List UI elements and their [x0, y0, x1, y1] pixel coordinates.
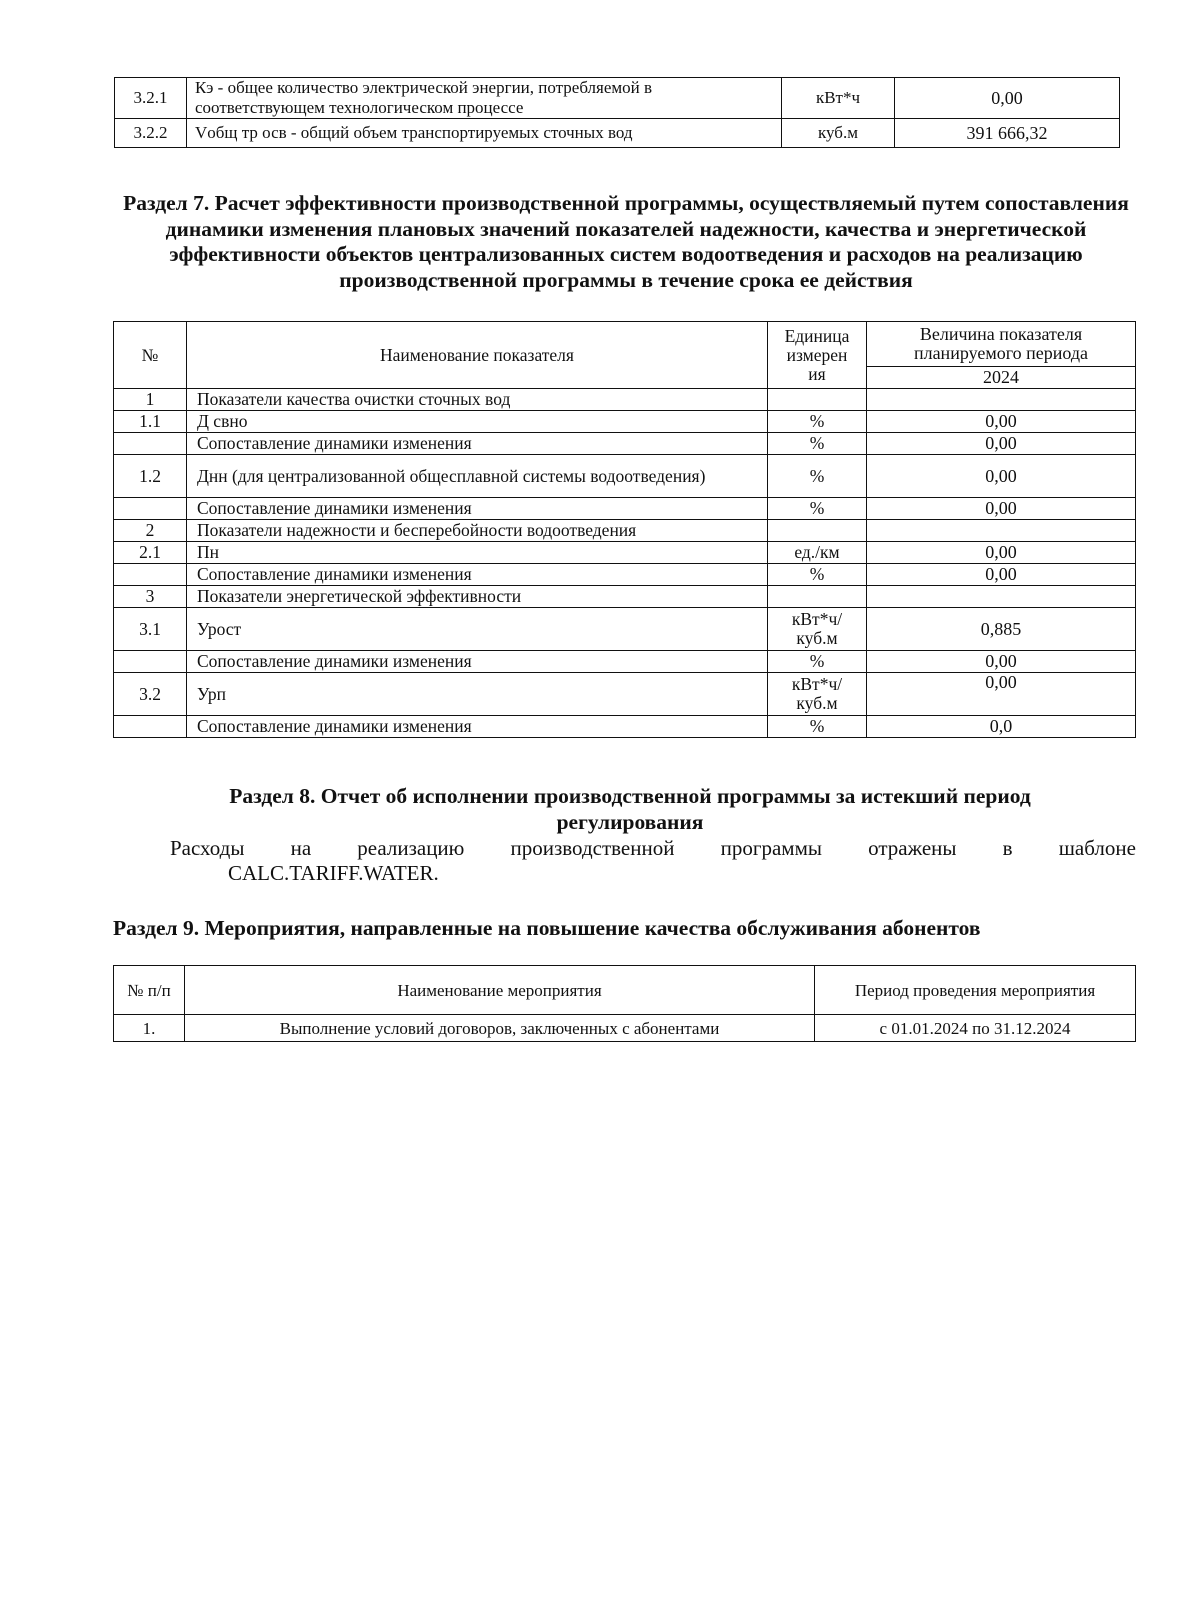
indicator-name: Сопоставление динамики изменения — [187, 433, 768, 455]
header-name: Наименование мероприятия — [185, 966, 815, 1015]
table-row — [114, 520, 1136, 542]
header-value: Величина показателя планируемого периода — [867, 322, 1136, 367]
value — [867, 520, 1136, 542]
unit: % — [768, 455, 867, 498]
table-row — [115, 78, 1120, 119]
value: 391 666,32 — [895, 119, 1120, 148]
word: на — [290, 836, 312, 860]
measure-period: с 01.01.2024 по 31.12.2024 — [815, 1015, 1136, 1042]
unit: кВт*ч/ куб.м — [768, 673, 867, 716]
row-number — [114, 433, 187, 455]
header-period: Период проведения мероприятия — [815, 966, 1136, 1015]
indicator-name: Показатели качества очистки сточных вод — [187, 389, 768, 411]
indicator-name: Урп — [187, 673, 768, 716]
header-num: № п/п — [114, 966, 185, 1015]
unit — [768, 520, 867, 542]
header-year: 2024 — [867, 367, 1136, 389]
table-row — [114, 389, 1136, 411]
value — [867, 389, 1136, 411]
row-number: 3.1 — [114, 608, 187, 651]
row-number: 1.2 — [114, 455, 187, 498]
header-name: Наименование показателя — [187, 322, 768, 389]
value: 0,00 — [867, 433, 1136, 455]
unit: % — [768, 651, 867, 673]
section9-title: Раздел 9. Мероприятия, направленные на повышение качества обслуживания абонентов — [113, 916, 981, 940]
table-row — [115, 119, 1120, 148]
indicator-name: Пн — [187, 542, 768, 564]
word: в — [1002, 836, 1013, 860]
value: 0,00 — [867, 673, 1136, 716]
row-number — [114, 564, 187, 586]
unit: кВт*ч/ куб.м — [768, 608, 867, 651]
section8-paragraph — [170, 836, 1136, 886]
indicator-name: Урост — [187, 608, 768, 651]
indicator-name: Д свно — [187, 411, 768, 433]
value: 0,00 — [867, 411, 1136, 433]
table-header-row — [114, 322, 1136, 367]
indicator-name: Vобщ тр осв - общий объем транспортируемых сточных вод — [187, 119, 782, 148]
paragraph-line — [170, 836, 1136, 861]
row-number — [114, 651, 187, 673]
measure-name: Выполнение условий договоров, заключенных с абонентами — [185, 1015, 815, 1042]
unit: куб.м — [782, 119, 895, 148]
value: 0,0 — [867, 716, 1136, 738]
word: шаблоне — [1058, 836, 1136, 860]
row-number: 3.2.2 — [115, 119, 187, 148]
word: Расходы — [170, 836, 245, 860]
row-number: 2 — [114, 520, 187, 542]
indicator-name: Сопоставление динамики изменения — [187, 716, 768, 738]
table-row — [114, 411, 1136, 433]
value: 0,00 — [867, 651, 1136, 673]
value: 0,00 — [867, 564, 1136, 586]
row-number: 3.2 — [114, 673, 187, 716]
indicator-name: Показатели надежности и бесперебойности водоотведения — [187, 520, 768, 542]
indicator-name: Сопоставление динамики изменения — [187, 651, 768, 673]
unit: % — [768, 433, 867, 455]
value: 0,00 — [867, 498, 1136, 520]
indicator-name: Сопоставление динамики изменения — [187, 498, 768, 520]
row-number — [114, 498, 187, 520]
section7-title: Раздел 7. Расчет эффективности производственной программы, осуществляемый путем сопоставления динамики изменения плановых значений показателей надежности, качества и энергетической эффективности объектов централизованных систем водоотведения и расходов на реализацию производственной программы в течение срока ее действия — [123, 191, 1129, 292]
indicator-name: Днн (для централизованной общесплавной системы водоотведения) — [187, 455, 768, 498]
indicator-name: Сопоставление динамики изменения — [187, 564, 768, 586]
row-number: 1. — [114, 1015, 185, 1042]
value: 0,885 — [867, 608, 1136, 651]
section8-title: Раздел 8. Отчет об исполнении производственной программы за истекший период регулирования — [229, 784, 1031, 834]
row-number: 1 — [114, 389, 187, 411]
row-number — [114, 716, 187, 738]
row-number: 1.1 — [114, 411, 187, 433]
indicator-name: Кэ - общее количество электрической энергии, потребляемой в соответствующем технологическом процессе — [187, 78, 782, 119]
value: 0,00 — [867, 542, 1136, 564]
table-row — [114, 1015, 1136, 1042]
table-row — [114, 498, 1136, 520]
efficiency-table — [113, 321, 1136, 738]
unit: ед./км — [768, 542, 867, 564]
value — [867, 586, 1136, 608]
word: отражены — [868, 836, 957, 860]
table-row — [114, 586, 1136, 608]
word: реализацию — [357, 836, 465, 860]
unit: % — [768, 564, 867, 586]
table-row — [114, 433, 1136, 455]
unit — [768, 586, 867, 608]
measures-table — [113, 965, 1136, 1042]
word: программы — [720, 836, 822, 860]
unit: % — [768, 716, 867, 738]
unit: кВт*ч — [782, 78, 895, 119]
table-row — [114, 455, 1136, 498]
word: производственной — [510, 836, 675, 860]
value: 0,00 — [867, 455, 1136, 498]
row-number: 3 — [114, 586, 187, 608]
row-number: 2.1 — [114, 542, 187, 564]
unit — [768, 389, 867, 411]
unit: % — [768, 498, 867, 520]
table-row — [114, 716, 1136, 738]
table-row — [114, 542, 1136, 564]
template-name: CALC.TARIFF.WATER. — [228, 861, 439, 885]
table-row — [114, 651, 1136, 673]
table-row — [114, 673, 1136, 716]
table-header-row — [114, 966, 1136, 1015]
unit: % — [768, 411, 867, 433]
value: 0,00 — [895, 78, 1120, 119]
header-num: № — [114, 322, 187, 389]
table-row — [114, 608, 1136, 651]
table-row — [114, 564, 1136, 586]
energy-volume-table — [114, 77, 1120, 148]
indicator-name: Показатели энергетической эффективности — [187, 586, 768, 608]
row-number: 3.2.1 — [115, 78, 187, 119]
header-unit: Единица измерен ия — [768, 322, 867, 389]
